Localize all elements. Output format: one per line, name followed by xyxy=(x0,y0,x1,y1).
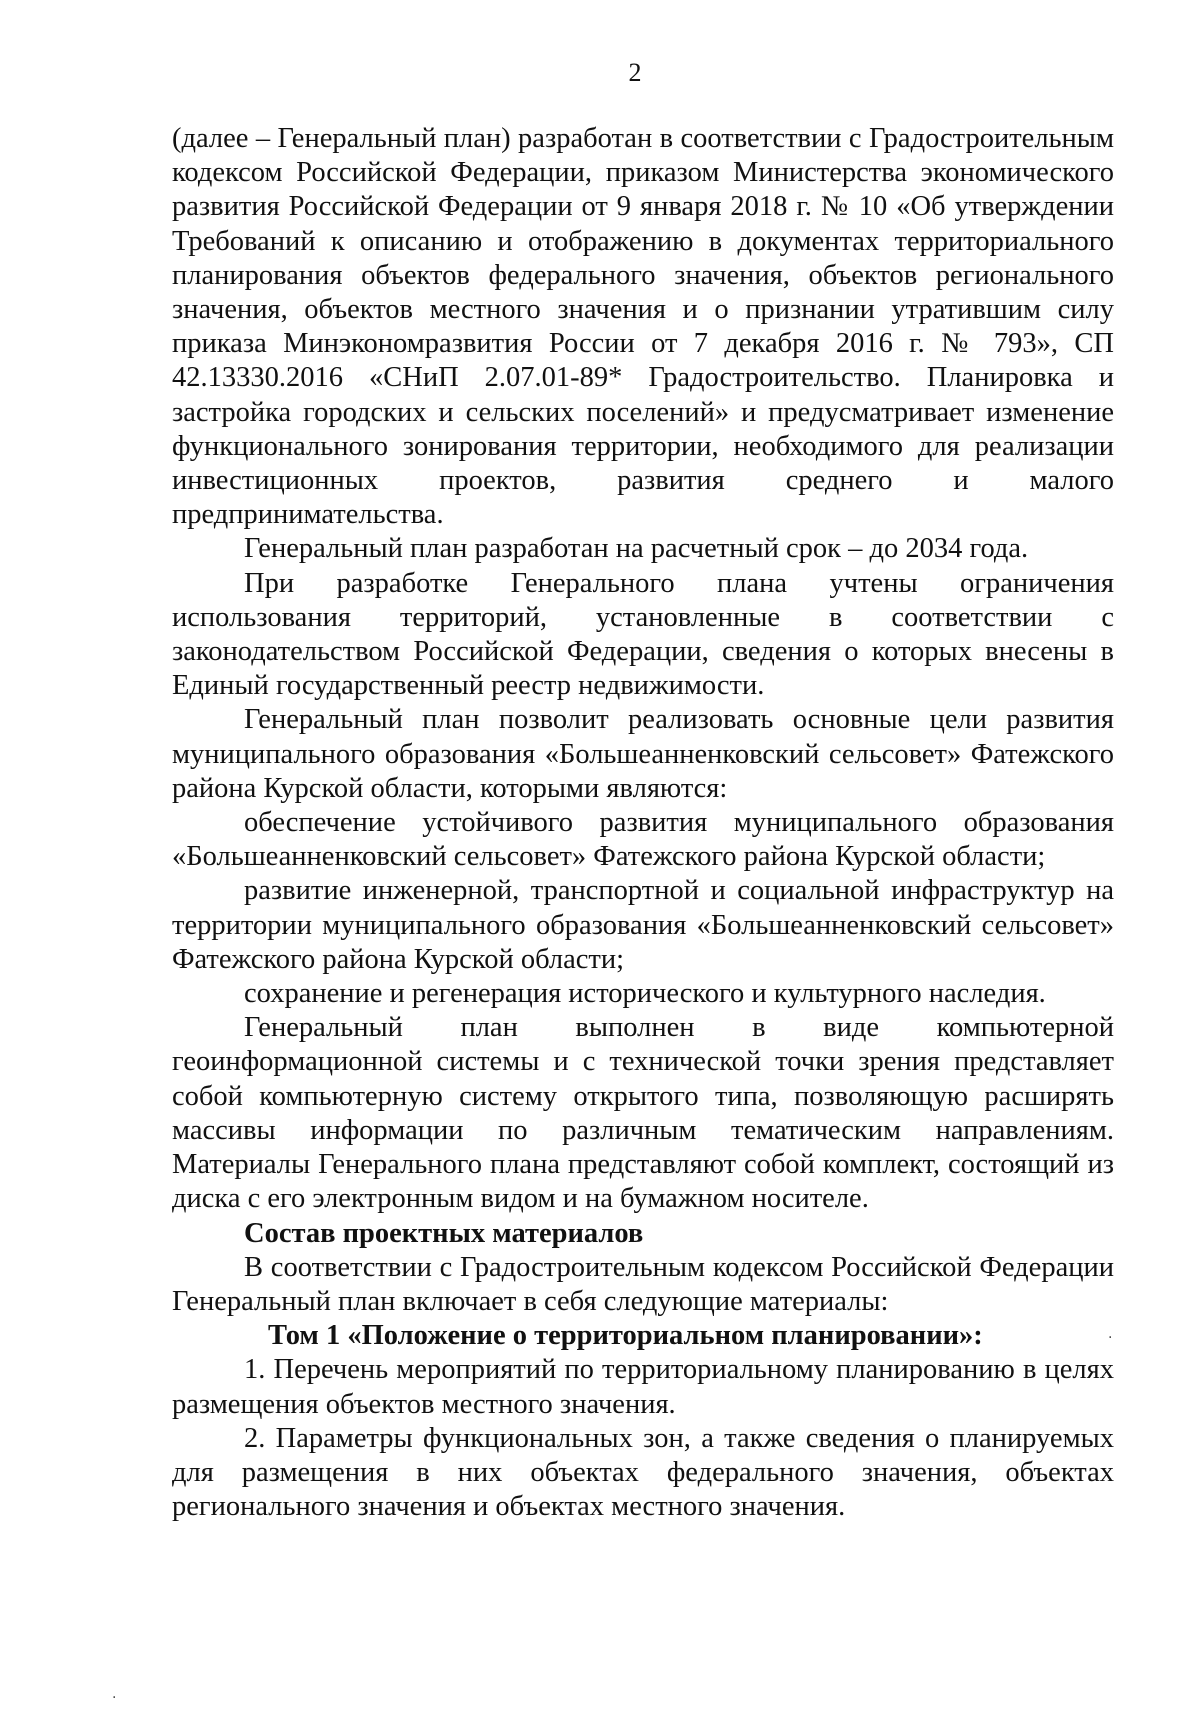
page-number: 2 xyxy=(628,58,642,87)
scan-speck: · xyxy=(112,1690,117,1706)
goal-item-heritage: сохранение и регенерация исторического и культурного наследия. xyxy=(244,978,1046,1010)
list-item-1: 1. Перечень мероприятий по территориальному планированию в целях размещения объектов местного значения. xyxy=(172,1354,1114,1420)
list-item-2: 2. Параметры функциональных зон, а также сведения о планируемых для размещения в них объектах федерального значения, объектах регионального значения и объектах местного значения. xyxy=(172,1422,1114,1523)
section-heading: Состав проектных материалов xyxy=(244,1217,644,1249)
section-intro: В соответствии с Градостроительным кодексом Российской Федерации Генеральный план включает в себя следующие материалы: xyxy=(172,1251,1114,1317)
paragraph-gis: Генеральный план выполнен в виде компьютерной геоинформационной системы и с технической точки зрения представляет собой компьютерную систему открытого типа, позволяющую расширять массивы информации по различным тематическим направлениям. Материалы Генерального плана представляют собой комплект, состоящий из диска с его электронным видом и на бумажном носителе. xyxy=(172,1012,1114,1215)
scan-speck: · xyxy=(1108,1330,1113,1346)
volume-heading: Том 1 «Положение о территориальном планировании»: xyxy=(268,1320,983,1352)
document-body xyxy=(172,122,1114,1524)
goal-item-sustainable-development: обеспечение устойчивого развития муниципального образования «Большеанненковский сельсовет» Фатежского района Курской области; xyxy=(172,807,1114,873)
paragraph-goals: Генеральный план позволит реализовать основные цели развития муниципального образования «Большеанненковский сельсовет» Фатежского района Курской области, которыми являются: xyxy=(172,704,1114,804)
goal-item-infrastructure: развитие инженерной, транспортной и социальной инфраструктур на территории муниципального образования «Большеанненковский сельсовет» Фатежского района Курской области; xyxy=(172,875,1114,975)
paragraph-restrictions: При разработке Генерального плана учтены ограничения использования территорий, установленные в соответствии с законодательством Российской Федерации, сведения о которых внесены в Единый государственный реестр недвижимости. xyxy=(172,567,1114,702)
paragraph-term: Генеральный план разработан на расчетный срок – до 2034 года. xyxy=(244,533,1029,565)
paragraph-intro: (далее – Генеральный план) разработан в соответствии с Градостроительным кодексом Российской Федерации, приказом Министерства экономического развития Российской Федерации от 9 января 2018 г. № 10 «Об утверждении Требований к описанию и отображению в документах территориального планирования объектов федерального значения, объектов регионального значения, объектов местного значения и о признании утратившим силу приказа Минэкономразвития России от 7 декабря 2016 г. № 793», СП 42.13330.2016 «СНиП 2.07.01-89* Градостроительство. Планировка и застройка городских и сельских поселений» и предусматривает изменение функционального зонирования территории, необходимого для реализации инвестиционных проектов, развития среднего и малого предпринимательства. xyxy=(172,123,1114,531)
